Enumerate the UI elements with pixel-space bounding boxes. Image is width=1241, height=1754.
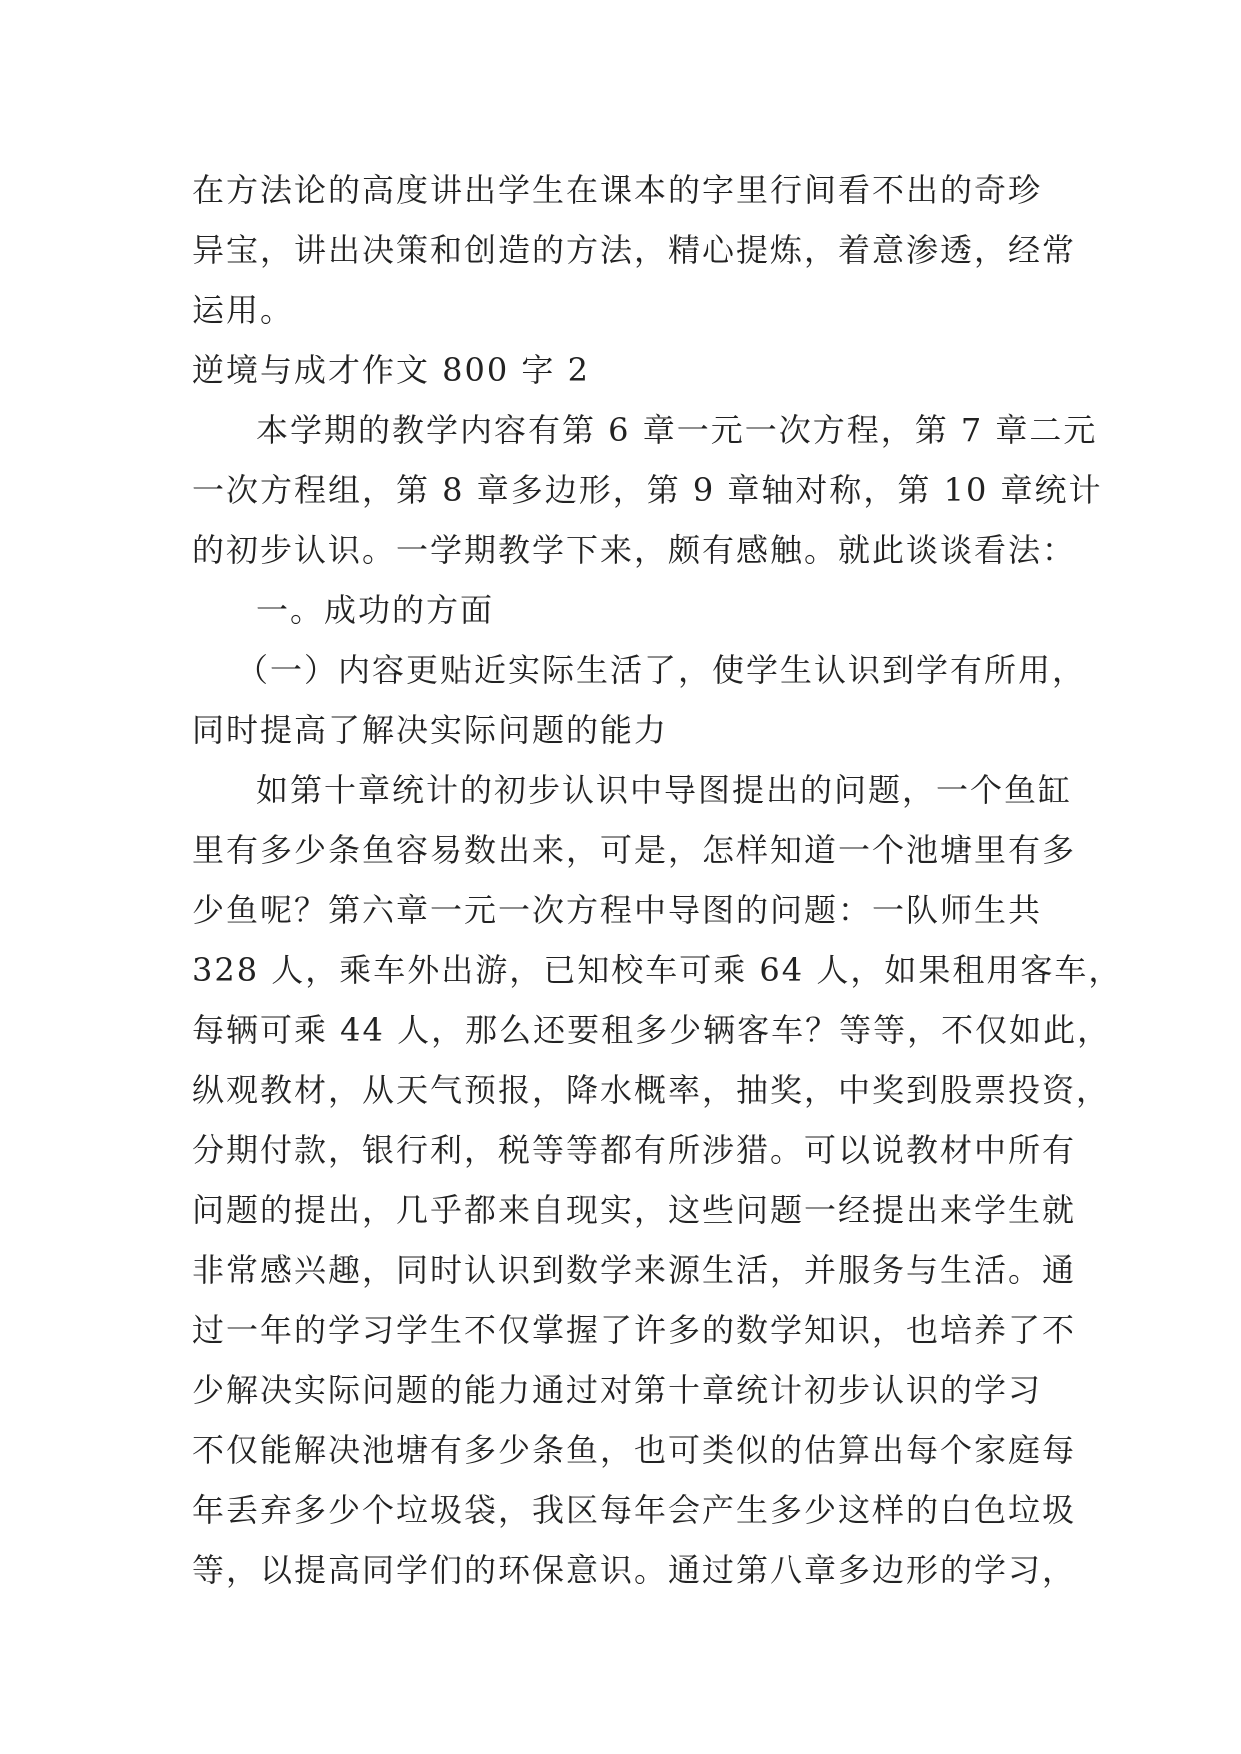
- text-line: 运用。: [192, 291, 295, 329]
- text-line: 过一年的学习学生不仅掌握了许多的数学知识，也培养了不: [192, 1311, 1077, 1349]
- text-line: 分期付款，银行利，税等等都有所涉猎。可以说教材中所有: [192, 1131, 1077, 1169]
- text-line: 如第十章统计的初步认识中导图提出的问题，一个鱼缸: [256, 771, 1073, 809]
- text-line: 问题的提出，几乎都来自现实，这些问题一经提出来学生就: [192, 1191, 1077, 1229]
- text-line: 本学期的教学内容有第 6 章一元一次方程，第 7 章二元: [256, 411, 1098, 449]
- text-line: （一）内容更贴近实际生活了，使学生认识到学有所用，: [236, 651, 1087, 689]
- text-line: 少鱼呢？第六章一元一次方程中导图的问题：一队师生共: [192, 891, 1043, 929]
- document-body: [192, 160, 1123, 1600]
- text-line: 一次方程组，第 8 章多边形，第 9 章轴对称，第 10 章统计: [192, 471, 1103, 509]
- text-line: 少解决实际问题的能力通过对第十章统计初步认识的学习: [192, 1371, 1043, 1409]
- text-line: 等，以提高同学们的环保意识。通过第八章多边形的学习，: [192, 1551, 1077, 1589]
- text-line: 每辆可乘 44 人，那么还要租多少辆客车？等等，不仅如此，: [192, 1011, 1112, 1049]
- text-line: 年丢弃多少个垃圾袋，我区每年会产生多少这样的白色垃圾: [192, 1491, 1077, 1529]
- subsection-heading: 一。成功的方面: [256, 591, 495, 629]
- text-line: 异宝，讲出决策和创造的方法，精心提炼，着意渗透，经常: [192, 231, 1077, 269]
- section-heading: 逆境与成才作文 800 字 2: [192, 351, 590, 389]
- text-line: 不仅能解决池塘有多少条鱼，也可类似的估算出每个家庭每: [192, 1431, 1077, 1469]
- text-line: 同时提高了解决实际问题的能力: [192, 711, 669, 749]
- text-line: 里有多少条鱼容易数出来，可是，怎样知道一个池塘里有多: [192, 831, 1077, 869]
- text-line: 的初步认识。一学期教学下来，颇有感触。就此谈谈看法：: [192, 531, 1077, 569]
- text-line: 328 人，乘车外出游，已知校车可乘 64 人，如果租用客车，: [192, 951, 1123, 989]
- text-line: 在方法论的高度讲出学生在课本的字里行间看不出的奇珍: [192, 171, 1043, 209]
- text-line: 纵观教材，从天气预报，降水概率，抽奖，中奖到股票投资，: [192, 1071, 1111, 1109]
- text-line: 非常感兴趣，同时认识到数学来源生活，并服务与生活。通: [192, 1251, 1077, 1289]
